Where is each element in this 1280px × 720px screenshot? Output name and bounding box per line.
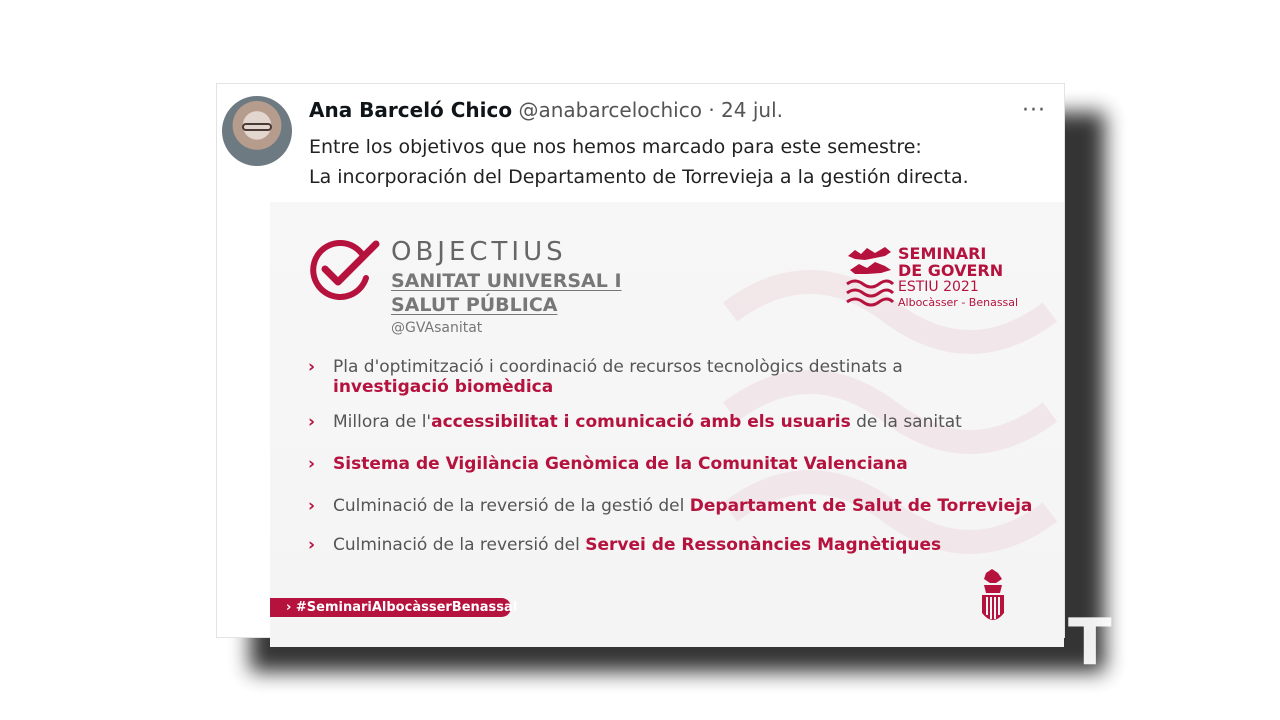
list-item-highlight: Sistema de Vigilància Genòmica de la Comunitat Valenciana xyxy=(333,454,908,474)
hashtag-text: #SeminariAlbocàsserBenassal xyxy=(295,600,518,615)
author-name[interactable]: Ana Barceló Chico xyxy=(309,98,513,122)
more-options-icon[interactable]: ··· xyxy=(1022,98,1046,123)
chevron-right-icon: › xyxy=(308,454,316,474)
hashtag-chevron-icon: › xyxy=(286,600,292,615)
author-avatar[interactable] xyxy=(222,96,292,166)
slide-handle: @GVAsanitat xyxy=(391,320,483,336)
chevron-right-icon: › xyxy=(308,535,316,555)
slide-subtitle-line-1: SANITAT UNIVERSAL I xyxy=(391,270,622,292)
list-item-highlight: accessibilitat i comunicació amb els usuaris xyxy=(431,412,851,432)
tweet-text xyxy=(309,132,969,192)
hashtag-banner[interactable] xyxy=(270,598,518,617)
tweet-date[interactable]: 24 jul. xyxy=(721,98,783,122)
chevron-right-icon: › xyxy=(308,412,316,432)
list-item-plain: Pla d'optimització i coordinació de recursos tecnològics destinats a xyxy=(333,357,903,377)
list-item-text xyxy=(333,357,1033,397)
slide-subtitle xyxy=(391,269,622,317)
header-separator: · xyxy=(708,98,715,122)
list-item-text xyxy=(333,454,1033,474)
author-handle[interactable]: @anabarcelochico xyxy=(518,98,702,122)
list-item-highlight: Servei de Ressonàncies Magnètiques xyxy=(585,535,942,555)
list-item-plain: Millora de l' xyxy=(333,412,432,432)
seminari-line-2: DE GOVERN xyxy=(898,261,1004,280)
tweet-header xyxy=(309,98,783,122)
tweet-text-line-1: Entre los objetivos que nos hemos marcado para este semestre: xyxy=(309,136,922,158)
seminari-logo-text xyxy=(898,245,1018,310)
slide-subtitle-line-2: SALUT PÚBLICA xyxy=(391,294,558,316)
seminari-line-1: SEMINARI xyxy=(898,244,987,263)
seminari-logo-icon xyxy=(845,244,895,310)
list-item-text xyxy=(333,412,1033,432)
chevron-right-icon: › xyxy=(308,357,316,377)
slide-title: OBJECTIUS xyxy=(391,237,567,267)
tweet-text-line-2: La incorporación del Departamento de Torrevieja a la gestión directa. xyxy=(309,166,969,188)
channel-logo: T xyxy=(1068,606,1112,680)
list-item-highlight: Departament de Salut de Torrevieja xyxy=(689,496,1033,516)
list-item-plain: Culminació de la reversió de la gestió del xyxy=(333,496,690,516)
check-circle-icon xyxy=(308,238,380,300)
list-item-highlight: investigació biomèdica xyxy=(333,377,554,397)
chevron-right-icon: › xyxy=(308,496,316,516)
list-item-text xyxy=(333,535,1033,555)
list-item-plain: Culminació de la reversió del xyxy=(333,535,586,555)
list-item-plain-after: de la sanitat xyxy=(850,412,962,432)
list-item-text xyxy=(333,496,1033,516)
seminari-line-4: Albocàsser - Benassal xyxy=(898,296,1019,309)
seminari-line-3: ESTIU 2021 xyxy=(898,279,979,295)
avatar-glasses xyxy=(242,123,272,131)
tweet-media-image[interactable] xyxy=(270,202,1064,647)
gva-emblem-icon xyxy=(978,569,1008,629)
